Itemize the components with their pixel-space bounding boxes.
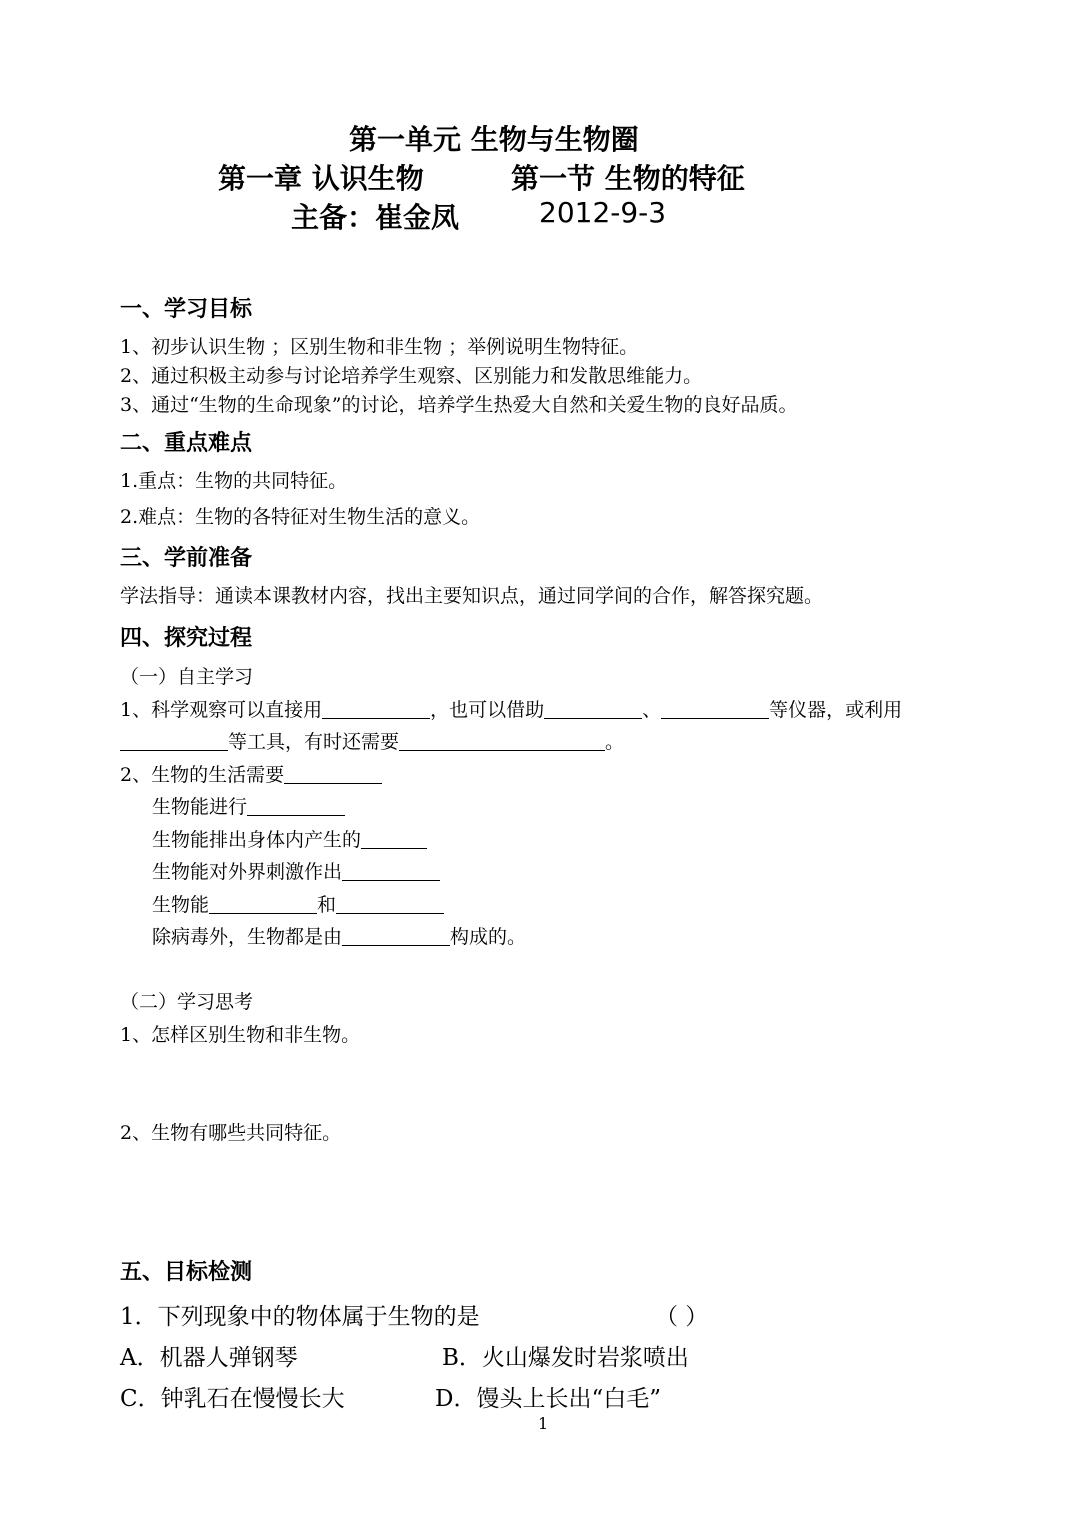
unit-title: 第一单元 生物与生物圈 — [349, 123, 639, 156]
chapter-title: 第一章 认识生物 — [218, 162, 424, 195]
answer-blank[interactable] — [361, 828, 427, 849]
thinking-question: 1、怎样区别生物和非生物。 — [120, 1024, 361, 1046]
answer-blank[interactable] — [120, 730, 228, 751]
section-heading-prep: 三、学前准备 — [120, 546, 253, 571]
section-heading-keypoints: 二、重点难点 — [120, 431, 253, 456]
answer-blank[interactable] — [336, 893, 444, 914]
answer-blank[interactable] — [399, 730, 605, 751]
prep-text: 学法指导：通读本课教材内容，找出主要知识点，通过同学间的合作，解答探究题。 — [120, 585, 824, 607]
page-number: 1 — [538, 1414, 549, 1433]
question-1-line-2: 等工具，有时还需要 。 — [120, 727, 624, 754]
option-d[interactable]: D．馒头上长出“白毛” — [435, 1386, 661, 1412]
subsection-self-study: （一）自主学习 — [120, 666, 254, 688]
date: 2012-9-3 — [539, 196, 667, 229]
option-a[interactable]: A．机器人弹钢琴 — [120, 1345, 298, 1371]
section-title: 第一节 生物的特征 — [511, 162, 745, 195]
answer-blank[interactable] — [342, 860, 440, 881]
question-2-line-6: 除病毒外，生物都是由 构成的。 — [152, 926, 527, 948]
answer-parentheses[interactable]: （ ） — [655, 1304, 709, 1330]
question-2-line-5: 生物能 和 — [152, 890, 444, 917]
option-c[interactable]: C．钟乳石在慢慢长大 — [120, 1386, 345, 1412]
goal-item: 1、初步认识生物 ；区别生物和非生物 ；举例说明生物特征。 — [120, 336, 639, 358]
section-heading-goals: 一、学习目标 — [120, 297, 253, 322]
goal-item: 2、通过积极主动参与讨论培养学生观察、区别能力和发散思维能力。 — [120, 365, 703, 387]
question-2-line-4: 生物能对外界刺激作出 — [152, 857, 440, 884]
question-1-line-1: 1、科学观察可以直接用 ，也可以借助 、 等仪器，或利用 — [120, 699, 903, 721]
answer-blank[interactable] — [284, 763, 382, 784]
question-2-line-2: 生物能进行 — [152, 792, 345, 819]
answer-blank[interactable] — [247, 795, 345, 816]
question-2-line-3: 生物能排出身体内产生的 — [152, 825, 427, 852]
keypoint-item: 2.难点：生物的各特征对生物生活的意义。 — [120, 506, 481, 528]
answer-blank[interactable] — [209, 893, 317, 914]
author: 主备：崔金凤 — [291, 201, 460, 234]
option-b[interactable]: B．火山爆发时岩浆喷出 — [442, 1345, 689, 1371]
answer-blank[interactable] — [661, 698, 769, 719]
section-heading-check: 五、目标检测 — [120, 1260, 253, 1285]
answer-blank[interactable] — [544, 698, 642, 719]
goal-item: 3、通过“生物的生命现象”的讨论，培养学生热爱大自然和关爱生物的良好品质。 — [120, 394, 798, 416]
keypoint-item: 1.重点：生物的共同特征。 — [120, 470, 348, 492]
thinking-question: 2、生物有哪些共同特征。 — [120, 1122, 342, 1144]
question-2-line-1: 2、生物的生活需要 — [120, 760, 382, 787]
mcq-question: 1．下列现象中的物体属于生物的是 — [120, 1304, 480, 1330]
subsection-thinking: （二）学习思考 — [120, 991, 254, 1013]
answer-blank[interactable] — [322, 698, 430, 719]
section-heading-inquiry: 四、探究过程 — [120, 626, 253, 651]
answer-blank[interactable] — [342, 925, 450, 946]
